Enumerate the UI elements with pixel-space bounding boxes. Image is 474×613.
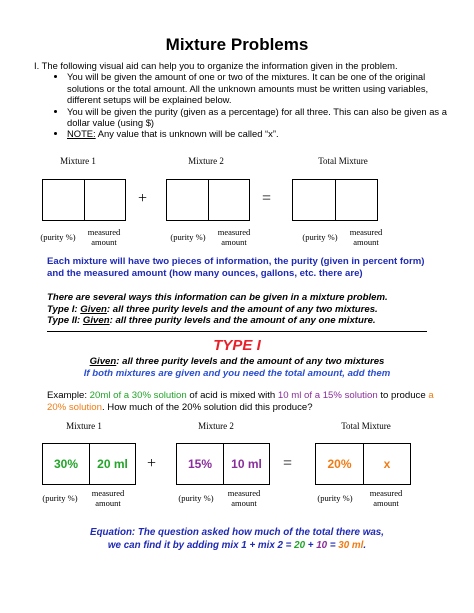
ways-line1: There are several ways this information can be given in a mixture problem. (47, 292, 388, 303)
intro-lead: I. The following visual aid can help you to organize the information given in the problem. (34, 60, 398, 71)
type1-hint: If both mixtures are given and you need the total amount, add them (83, 368, 391, 379)
diagram1-purity-label-3: (purity %) (302, 232, 338, 242)
equation-eq: = (327, 539, 339, 551)
type1-given-label: Given (89, 356, 117, 367)
diagram1-mixture2-box (166, 179, 250, 221)
diagram2-label-mixture2: Mixture 2 (198, 421, 234, 431)
diagram2-measured-label-3: measured amount (369, 488, 403, 508)
type1-given-rest: : all three purity levels and the amount of any two mixtures (116, 356, 385, 367)
diagram2-label-mixture1: Mixture 1 (66, 421, 102, 431)
equation-line1: Equation: The question asked how much of the total there was, (90, 527, 384, 538)
type2-rest: : all three purity levels and the amount of any one mixture. (109, 315, 376, 327)
diagram1-purity-label-1: (purity %) (40, 232, 76, 242)
intro-section (34, 60, 454, 140)
diagram2-mixture1-box (42, 443, 136, 485)
example-question: . How much of the 20% solution did this produce? (101, 402, 313, 413)
diagram2-mixture2-box (176, 443, 270, 485)
ways-section (47, 292, 447, 327)
equation-line2 (0, 540, 474, 553)
example-mix1: 20ml of a 30% solution (89, 390, 187, 401)
type1-given-line (0, 356, 474, 367)
diagram1-measured-label-2: measured amount (217, 227, 251, 247)
diagram1-label-mixture1: Mixture 1 (60, 156, 96, 166)
type1-prefix: Type I: (47, 303, 81, 315)
diagram1-label-mixture2: Mixture 2 (188, 156, 224, 166)
diagram2-plus: + (147, 455, 157, 472)
diagram2-purity-label-2: (purity %) (178, 493, 214, 503)
type1-given: Given (80, 303, 107, 315)
equation-v2: 10 (316, 539, 328, 551)
diagram2-m1-amount: 20 ml (97, 457, 128, 471)
equation-v1: 20 (294, 539, 306, 551)
intro-note (67, 128, 454, 139)
diagram1-total-box (292, 179, 378, 221)
equation-v3: 30 ml (338, 539, 364, 551)
section-divider (47, 331, 427, 332)
intro-bullet-1: • You will be given the amount of one or two of the mixtures. It can be one of the original solutions or the total amount. All the unknown amounts must be written using variables, different setups will be explained below. (67, 71, 454, 105)
diagram1-purity-label-2: (purity %) (170, 232, 206, 242)
diagram2-measured-label-1: measured amount (91, 488, 125, 508)
diagram2-measured-label-2: measured amount (227, 488, 261, 508)
example-prefix: Example: (47, 390, 90, 401)
diagram1-equals: = (262, 190, 272, 207)
ways-type2 (47, 315, 447, 327)
diagram1-plus: + (138, 190, 148, 207)
intro-bullet-2: • You will be given the purity (given as a percentage) for all three. This can also be given as a dollar value (using $) (67, 106, 454, 129)
example-mix2: 10 ml of a 15% solution (277, 390, 378, 401)
example-text-2: of acid is mixed with (186, 390, 278, 401)
diagram1-measured-label-3: measured amount (349, 227, 383, 247)
diagram2-label-total: Total Mixture (341, 421, 391, 431)
page-title: Mixture Problems (165, 35, 309, 54)
equation-prefix: we can find it by adding mix 1 + mix 2 = (107, 539, 295, 551)
diagram2-m2-purity: 15% (187, 457, 213, 471)
diagram2-purity-label-1: (purity %) (42, 493, 78, 503)
diagram2-purity-label-3: (purity %) (317, 493, 353, 503)
diagram1-mixture1-box (42, 179, 126, 221)
type1-rest: : all three purity levels and the amount of any two mixtures. (106, 303, 378, 315)
intro-bullets (34, 71, 454, 139)
diagram2-m1-purity: 30% (53, 457, 79, 471)
diagram1-measured-label-1: measured amount (87, 227, 121, 247)
diagram2-total-box (315, 443, 411, 485)
type2-given: Given (82, 315, 110, 327)
diagram2-equals: = (283, 455, 293, 472)
diagram1-label-total: Total Mixture (318, 156, 368, 166)
equation-section (0, 527, 474, 552)
info-paragraph: Each mixture will have two pieces of information, the purity (given in percent form) and the measured amount (how many ounces, gallons, etc. there are) (47, 256, 425, 279)
diagram2-m2-amount: 10 ml (231, 457, 262, 471)
note-label: NOTE: (67, 128, 96, 140)
ways-type1 (47, 304, 447, 316)
example-total: a 20% solution (47, 390, 434, 413)
type2-prefix: Type II: (47, 315, 83, 327)
equation-plus: + (305, 539, 317, 551)
diagram2-total-purity: 20% (327, 457, 352, 471)
example-text-4: to produce (377, 390, 429, 401)
diagram2-total-amount: x (383, 457, 391, 471)
example-text (47, 390, 447, 414)
equation-end: . (363, 539, 367, 551)
type1-heading: TYPE I (213, 337, 261, 354)
note-text: Any value that is unknown will be called “x”. (95, 128, 279, 140)
